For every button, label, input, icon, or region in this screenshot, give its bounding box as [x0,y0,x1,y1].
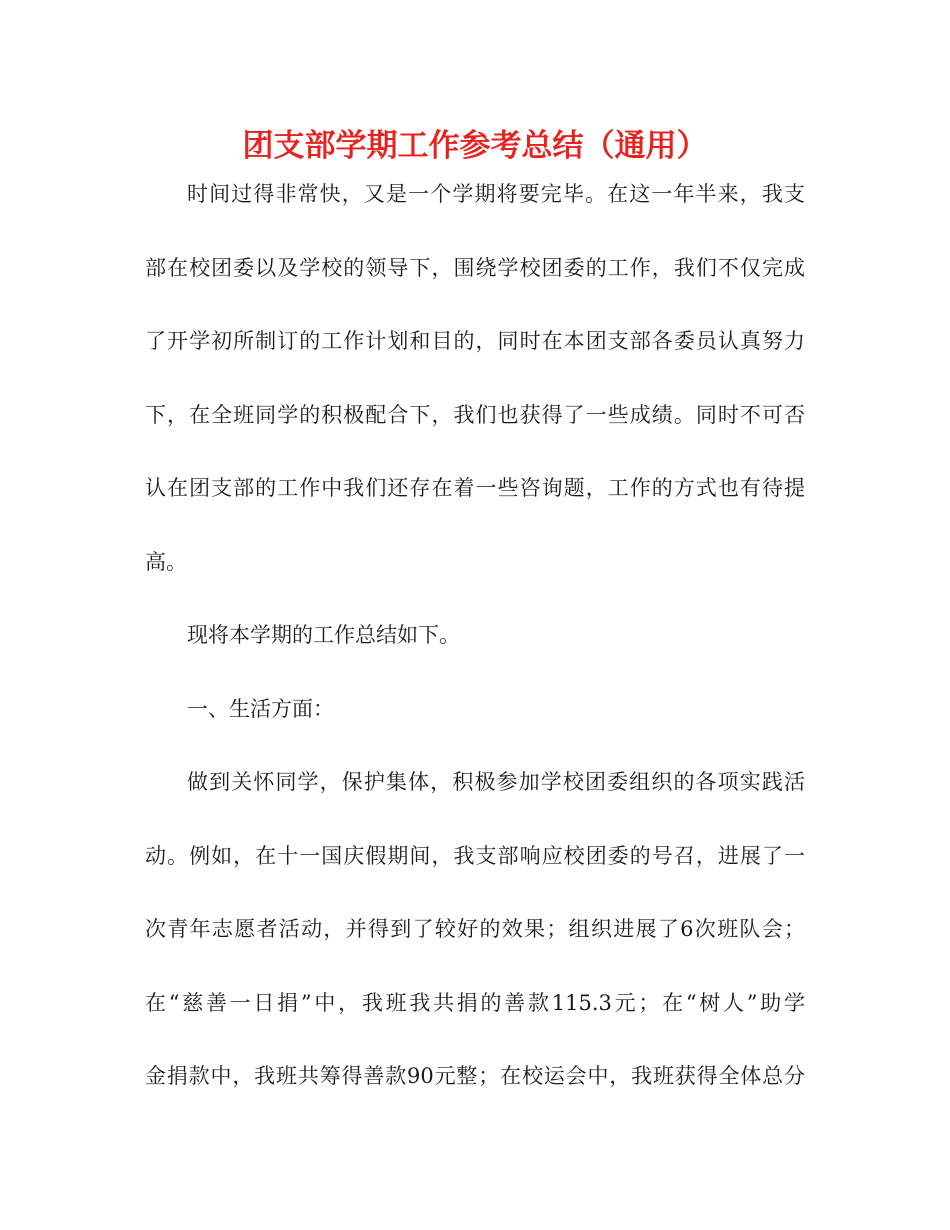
paragraph-line: 在“慈善一日捐”中，我班我共捐的善款115.3元；在“树人”助学 [145,990,805,1015]
paragraph-line: 做到关怀同学，保护集体，积极参加学校团委组织的各项实践活 [187,770,805,794]
paragraph-line: 下，在全班同学的积极配合下，我们也获得了一些成绩。同时不可否 [145,402,805,427]
paragraph-line: 次青年志愿者活动，并得到了较好的效果；组织进展了6次班队会； [145,917,805,941]
paragraph-line: 部在校团委以及学校的领导下，围绕学校团委的工作，我们不仅完成 [145,255,805,280]
section-heading: 一、生活方面： [187,696,334,721]
document-title: 团支部学期工作参考总结（通用） [242,128,708,164]
paragraph-line: 现将本学期的工作总结如下。 [187,623,460,647]
paragraph-line: 金捐款中，我班共筹得善款90元整；在校运会中，我班获得全体总分 [145,1064,805,1088]
paragraph-line: 动。例如，在十一国庆假期间，我支部响应校团委的号召，进展了一 [145,843,805,868]
paragraph-line: 认在团支部的工作中我们还存在着一些咨询题，工作的方式也有待提 [145,476,805,500]
document-body [145,174,805,1130]
paragraph-line: 时间过得非常快，又是一个学期将要完毕。在这一年半来，我支 [187,182,805,206]
paragraph-line: 高。 [145,549,187,574]
paragraph-line: 了开学初所制订的工作计划和目的，同时在本团支部各委员认真努力 [145,329,805,353]
